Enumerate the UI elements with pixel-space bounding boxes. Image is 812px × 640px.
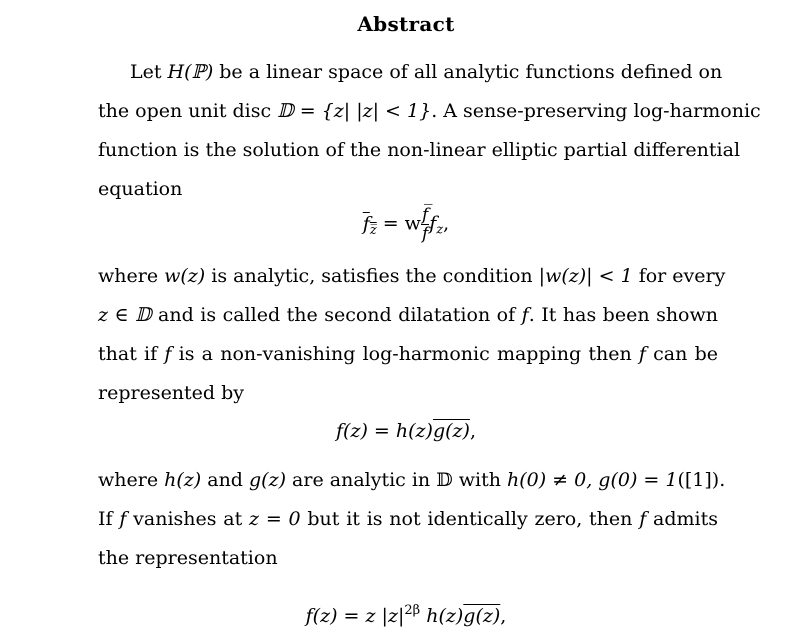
paragraph3-line1: where h(z) and g(z) are analytic in 𝔻 with h(0) ≠ 0, g(0) = 1([1]). bbox=[98, 469, 726, 491]
paragraph2-line3: that if f is a non-vanishing log-harmonic mapping then f can be bbox=[98, 343, 718, 365]
math-H-D: H(ℙ) bbox=[167, 61, 214, 83]
paragraph1-line3: function is the solution of the non-linear elliptic partial differential bbox=[98, 139, 741, 161]
equation-2: f(z) = h(z)g(z), bbox=[336, 420, 476, 442]
equation-1: $f_{z̅} = w$ $\frac{f̅}{f}$ $f_z$, bbox=[362, 205, 450, 244]
paragraph2-line2: z ∈ 𝔻 and is called the second dilatation of f. It has been shown bbox=[98, 304, 718, 326]
paragraph1-line4: equation bbox=[98, 178, 183, 200]
paragraph3-line2: If f vanishes at z = 0 but it is not identically zero, then f admits bbox=[98, 508, 718, 530]
paragraph3-line3: the representation bbox=[98, 547, 278, 569]
paragraph2-line4: represented by bbox=[98, 382, 245, 404]
fraction: $\frac{f̅}{f}$ bbox=[421, 205, 429, 244]
equation-3: f(z) = z $|z|^{2\beta}$ h(z)g(z), bbox=[305, 603, 507, 627]
paragraph2-line1: where w(z) is analytic, satisfies the condition |w(z)| < 1 for every bbox=[98, 265, 726, 287]
paragraph1-line2: the open unit disc 𝔻 = {z| |z| < 1}. A sense-preserving log-harmonic bbox=[98, 100, 761, 122]
math-disc-set: 𝔻 = {z| |z| < 1} bbox=[277, 100, 432, 122]
paragraph1-line1: Let H(ℙ) be a linear space of all analytic functions defined on bbox=[130, 61, 723, 83]
abstract-heading: Abstract bbox=[357, 12, 455, 36]
